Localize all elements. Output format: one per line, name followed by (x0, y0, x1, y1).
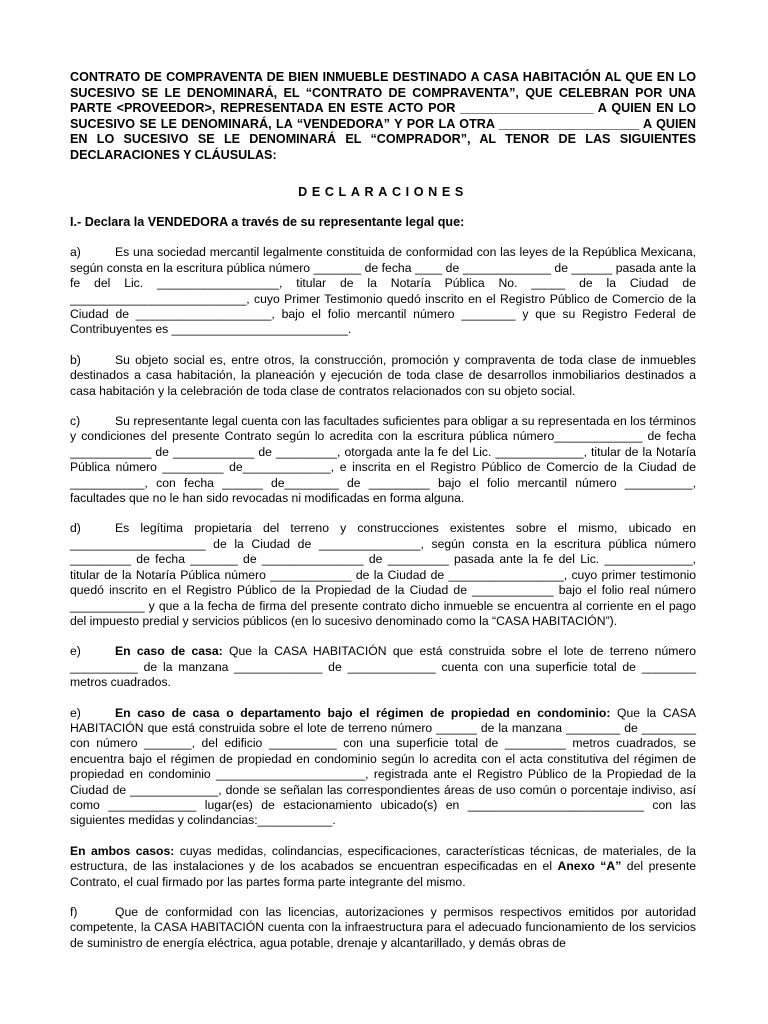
paragraph-label: a) (70, 245, 81, 260)
paragraph-text: Es legítima propietaria del terreno y construcciones existentes sobre el mismo, ubicado en ____________________ de la Ciudad de _______________, según consta en la escritura pública número _________ de fecha _______ de _______________ de _________ pasada ante la fe del Lic. _____________, titular de la Notaría Pública número ____________ de la Ciudad de _________________, cuyo primer testimonio quedó inscrito en el Registro Público de la Propiedad de la Ciudad de ____________ bajo el folio real número ___________ y que a la fecha de firma del presente contrato dicho inmueble se encuentra al corriente en el pago del impuesto predial y servicios públicos (en lo sucesivo denominado como la “CASA HABITACIÓN”). (70, 521, 696, 628)
annex-reference: Anexo “A” (557, 859, 622, 874)
paragraph-f (70, 905, 696, 951)
paragraph-c (70, 414, 696, 506)
paragraph-b (70, 353, 696, 399)
paragraph-e-condominio (70, 706, 696, 829)
paragraph-text: Su representante legal cuenta con las facultades suficientes para obligar a su representada en los términos y condiciones del presente Contrato según lo acredita con la escritura pública número_____________ de fecha ____________ de ____________ de _________, otorgada ante la fe del Lic. _____________, titular de la Notaría Pública número _________ de_____________, e inscrita en el Registro Público de Comercio de la Ciudad de ___________, con fecha ______ de________ de _________ bajo el folio mercantil número __________, facultades que no le han sido revocadas ni modificadas en forma alguna. (70, 414, 696, 506)
paragraph-text: cuyas medidas, colindancias, especificaciones, características técnicas, de materiales, de la estructura, de las instalaciones y de los acabados se encuentran especificadas en el (70, 843, 696, 874)
paragraph-text: Su objeto social es, entre otros, la construcción, promoción y compraventa de toda clase de inmuebles destinados a casa habitación, la planeación y ejecución de toda clase de desarrollos inmobiliarios destinados a casa habitación y la celebración de toda clase de contratos relacionados con su objeto social. (70, 352, 696, 398)
paragraph-label: f) (70, 905, 78, 919)
paragraph-text: Que la CASA HABITACIÓN que está construida sobre el lote de terreno número __________ de la manzana _____________ de _____________ cuenta con una superficie total de ________ metros cuadrados. (70, 644, 696, 690)
paragraph-e-casa (70, 644, 696, 690)
contract-title: CONTRATO DE COMPRAVENTA DE BIEN INMUEBLE DESTINADO A CASA HABITACIÓN AL QUE EN LO SUCESIVO SE LE DENOMINARÁ, EL “CONTRATO DE COMPRAVENTA”, QUE CELEBRAN POR UNA PARTE <PROVEEDOR>, REPRESENTADA EN ESTE ACTO POR ___________________ A QUIEN EN LO SUCESIVO SE LE DENOMINARÁ, LA “VENDEDORA” Y POR LA OTRA ____________________ A QUIEN EN LO SUCESIVO SE LE DENOMINARÁ EL “COMPRADOR”, AL TENOR DE LAS SIGUIENTES DECLARACIONES Y CLÁUSULAS: (70, 70, 696, 162)
section-i-heading: I.- Declara la VENDEDORA a través de su representante legal que: (70, 214, 465, 229)
paragraph-text: Que de conformidad con las licencias, autorizaciones y permisos respectivos emitidos por autoridad competente, la CASA HABITACIÓN cuenta con la infraestructura para el adecuado funcionamiento de los servicios de suministro de energía eléctrica, agua potable, drenaje y alcantarillado, y demás obras de (70, 905, 696, 950)
paragraph-ambos-casos (70, 844, 696, 890)
paragraph-bold-lead: En ambos casos: (70, 843, 175, 858)
declaraciones-heading: DECLARACIONES (298, 184, 468, 199)
paragraph-label: d) (70, 521, 81, 536)
paragraph-a (70, 245, 696, 337)
paragraph-text: Es una sociedad mercantil legalmente constituida de conformidad con las leyes de la República Mexicana, según consta en la escritura pública número _______ de fecha ____ de _____________ de ______ pasada ante la fe del Lic. __________________, titular de la Notaría Pública No. _____ de la Ciudad de __________________________, cuyo Primer Testimonio quedó inscrito en el Registro Público de Comercio de la Ciudad de ____________________, bajo el folio mercantil número ________ y que su Registro Federal de Contribuyentes es __________________________. (70, 245, 696, 337)
paragraph-bold-lead: En caso de casa: (115, 644, 223, 659)
paragraph-label: c) (70, 414, 81, 429)
paragraph-text: Que la CASA HABITACIÓN que está construida sobre el lote de terreno número ______ de la manzana ________ de ________ con número _______, del edificio __________ con una superficie total de _________ metros cuadrados, se encuentra bajo el régimen de propiedad en condominio según lo acredita con el acta constitutiva del régimen de propiedad en condominio ______________________, registrada ante el Registro Público de la Propiedad de la Ciudad de _____________, donde se señalan las correspondientes áreas de uso común o porcentaje indiviso, así como _____________ lugar(es) de estacionamiento ubicado(s) en __________________________ con las siguientes medidas y colindancias:___________. (70, 705, 696, 828)
paragraph-bold-lead: En caso de casa o departamento bajo el régimen de propiedad en condominio: (115, 705, 611, 720)
paragraph-label: e) (70, 644, 81, 659)
paragraph-label: e) (70, 705, 81, 720)
paragraph-text-end: del presente Contrato, el cual firmado por las partes forma parte integrante del mismo. (70, 859, 696, 889)
paragraph-label: b) (70, 352, 81, 367)
paragraph-d (70, 521, 696, 629)
